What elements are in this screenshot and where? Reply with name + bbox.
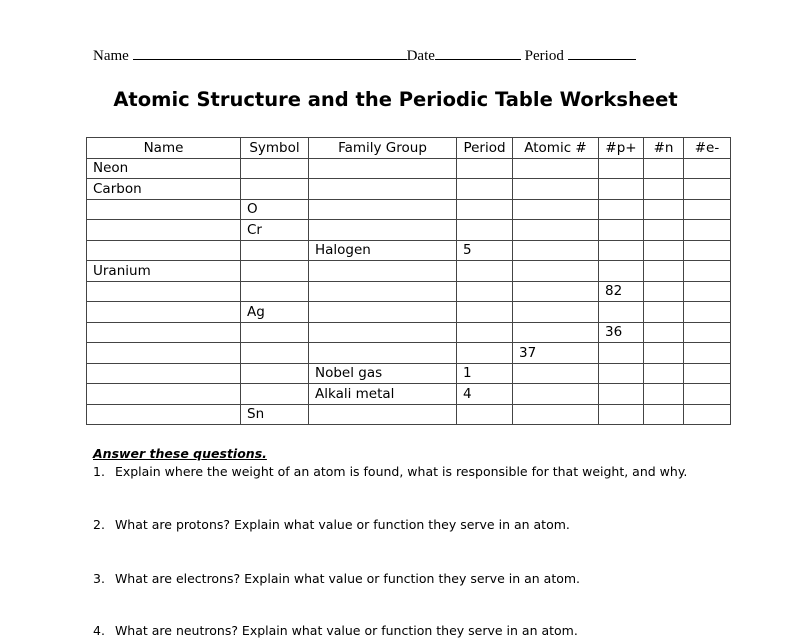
- table-row: [87, 322, 731, 343]
- period-field[interactable]: [568, 45, 636, 60]
- cell-neutrons[interactable]: [644, 158, 684, 179]
- cell-name[interactable]: [87, 199, 241, 220]
- cell-symbol[interactable]: [241, 363, 309, 384]
- question-text: What are protons? Explain what value or function they serve in an atom.: [114, 517, 570, 532]
- cell-electrons[interactable]: [684, 179, 731, 200]
- cell-electrons[interactable]: [684, 404, 731, 425]
- cell-electrons[interactable]: [684, 158, 731, 179]
- cell-family-group[interactable]: Nobel gas: [309, 363, 457, 384]
- cell-symbol[interactable]: [241, 261, 309, 282]
- question-text: What are electrons? Explain what value or function they serve in an atom.: [114, 571, 581, 586]
- cell-electrons[interactable]: [684, 240, 731, 261]
- question-1: [93, 464, 687, 479]
- cell-symbol[interactable]: [241, 322, 309, 343]
- question-number: 3.: [93, 571, 105, 586]
- col-header-family-group: Family Group: [309, 138, 457, 159]
- cell-neutrons[interactable]: [644, 240, 684, 261]
- answer-heading: Answer these questions.: [93, 446, 267, 461]
- cell-family-group[interactable]: [309, 179, 457, 200]
- cell-family-group[interactable]: Halogen: [309, 240, 457, 261]
- cell-symbol[interactable]: Ag: [241, 302, 309, 323]
- cell-neutrons[interactable]: [644, 261, 684, 282]
- cell-symbol[interactable]: [241, 384, 309, 405]
- table-row: [87, 158, 731, 179]
- col-header-symbol: Symbol: [241, 138, 309, 159]
- question-number: 1.: [93, 464, 105, 479]
- cell-name[interactable]: [87, 343, 241, 364]
- cell-atomic-number[interactable]: [513, 240, 599, 261]
- cell-atomic-number[interactable]: [513, 404, 599, 425]
- cell-atomic-number[interactable]: [513, 363, 599, 384]
- worksheet-title: Atomic Structure and the Periodic Table Worksheet: [113, 88, 678, 111]
- cell-period[interactable]: [457, 179, 513, 200]
- cell-name[interactable]: [87, 363, 241, 384]
- name-label: Name: [93, 48, 129, 64]
- cell-symbol[interactable]: O: [241, 199, 309, 220]
- table-body: [87, 158, 731, 425]
- cell-protons[interactable]: [599, 343, 644, 364]
- question-text: What are neutrons? Explain what value or function they serve in an atom.: [114, 623, 578, 638]
- cell-neutrons[interactable]: [644, 384, 684, 405]
- col-header-period: Period: [457, 138, 513, 159]
- student-info-line: [93, 45, 636, 65]
- table-row: [87, 179, 731, 200]
- cell-name[interactable]: Uranium: [87, 261, 241, 282]
- cell-name[interactable]: Neon: [87, 158, 241, 179]
- cell-neutrons[interactable]: [644, 281, 684, 302]
- cell-neutrons[interactable]: [644, 404, 684, 425]
- cell-atomic-number[interactable]: [513, 158, 599, 179]
- table-row: [87, 220, 731, 241]
- table-row: [87, 261, 731, 282]
- cell-atomic-number[interactable]: [513, 302, 599, 323]
- cell-atomic-number[interactable]: [513, 220, 599, 241]
- col-header-electrons: #e-: [684, 138, 731, 159]
- table-row: [87, 343, 731, 364]
- cell-atomic-number[interactable]: 37: [513, 343, 599, 364]
- cell-protons[interactable]: [599, 404, 644, 425]
- period-label: Period: [524, 48, 564, 64]
- cell-period[interactable]: 4: [457, 384, 513, 405]
- cell-atomic-number[interactable]: [513, 281, 599, 302]
- cell-neutrons[interactable]: [644, 179, 684, 200]
- cell-name[interactable]: [87, 220, 241, 241]
- cell-family-group[interactable]: [309, 158, 457, 179]
- col-header-atomic-number: Atomic #: [513, 138, 599, 159]
- cell-protons[interactable]: [599, 158, 644, 179]
- cell-electrons[interactable]: [684, 363, 731, 384]
- cell-protons[interactable]: [599, 261, 644, 282]
- cell-electrons[interactable]: [684, 302, 731, 323]
- cell-period[interactable]: [457, 220, 513, 241]
- name-field[interactable]: [133, 45, 407, 60]
- cell-neutrons[interactable]: [644, 220, 684, 241]
- col-header-name: Name: [87, 138, 241, 159]
- cell-electrons[interactable]: [684, 281, 731, 302]
- cell-period[interactable]: [457, 281, 513, 302]
- col-header-protons: #p+: [599, 138, 644, 159]
- table-row: [87, 404, 731, 425]
- cell-protons[interactable]: [599, 220, 644, 241]
- date-label: Date: [406, 48, 435, 64]
- cell-neutrons[interactable]: [644, 322, 684, 343]
- cell-family-group[interactable]: [309, 199, 457, 220]
- col-header-neutrons: #n: [644, 138, 684, 159]
- cell-protons[interactable]: [599, 363, 644, 384]
- cell-symbol[interactable]: Sn: [241, 404, 309, 425]
- question-2: [93, 517, 570, 532]
- question-number: 2.: [93, 517, 105, 532]
- cell-name[interactable]: [87, 302, 241, 323]
- cell-symbol[interactable]: [241, 343, 309, 364]
- cell-family-group[interactable]: [309, 281, 457, 302]
- question-text: Explain where the weight of an atom is found, what is responsible for that weight, and why.: [114, 464, 688, 479]
- cell-neutrons[interactable]: [644, 363, 684, 384]
- cell-name[interactable]: [87, 240, 241, 261]
- cell-period[interactable]: 5: [457, 240, 513, 261]
- cell-symbol[interactable]: [241, 179, 309, 200]
- cell-symbol[interactable]: Cr: [241, 220, 309, 241]
- cell-name[interactable]: [87, 281, 241, 302]
- cell-symbol[interactable]: [241, 240, 309, 261]
- cell-period[interactable]: [457, 302, 513, 323]
- cell-electrons[interactable]: [684, 220, 731, 241]
- cell-protons[interactable]: 36: [599, 322, 644, 343]
- cell-neutrons[interactable]: [644, 302, 684, 323]
- cell-atomic-number[interactable]: [513, 199, 599, 220]
- cell-protons[interactable]: [599, 384, 644, 405]
- element-table: [86, 137, 731, 425]
- cell-protons[interactable]: 82: [599, 281, 644, 302]
- cell-atomic-number[interactable]: [513, 261, 599, 282]
- table-row: [87, 302, 731, 323]
- cell-period[interactable]: [457, 404, 513, 425]
- cell-atomic-number[interactable]: [513, 384, 599, 405]
- cell-electrons[interactable]: [684, 322, 731, 343]
- cell-family-group[interactable]: Alkali metal: [309, 384, 457, 405]
- cell-name[interactable]: Carbon: [87, 179, 241, 200]
- cell-name[interactable]: [87, 404, 241, 425]
- date-field[interactable]: [435, 45, 521, 60]
- cell-atomic-number[interactable]: [513, 179, 599, 200]
- cell-family-group[interactable]: [309, 322, 457, 343]
- cell-neutrons[interactable]: [644, 199, 684, 220]
- cell-electrons[interactable]: [684, 261, 731, 282]
- cell-period[interactable]: [457, 158, 513, 179]
- table-header-row: [87, 138, 731, 159]
- question-4: [93, 623, 578, 638]
- cell-protons[interactable]: [599, 240, 644, 261]
- table-row: [87, 199, 731, 220]
- cell-name[interactable]: [87, 322, 241, 343]
- cell-symbol[interactable]: [241, 158, 309, 179]
- cell-family-group[interactable]: [309, 343, 457, 364]
- cell-neutrons[interactable]: [644, 343, 684, 364]
- cell-protons[interactable]: [599, 302, 644, 323]
- cell-family-group[interactable]: [309, 220, 457, 241]
- cell-family-group[interactable]: [309, 404, 457, 425]
- cell-electrons[interactable]: [684, 384, 731, 405]
- table-row: [87, 384, 731, 405]
- cell-protons[interactable]: [599, 199, 644, 220]
- cell-period[interactable]: 1: [457, 363, 513, 384]
- cell-period[interactable]: [457, 261, 513, 282]
- cell-symbol[interactable]: [241, 281, 309, 302]
- cell-family-group[interactable]: [309, 261, 457, 282]
- cell-period[interactable]: [457, 322, 513, 343]
- cell-period[interactable]: [457, 199, 513, 220]
- table-row: [87, 363, 731, 384]
- cell-period[interactable]: [457, 343, 513, 364]
- table-row: [87, 281, 731, 302]
- cell-protons[interactable]: [599, 179, 644, 200]
- cell-electrons[interactable]: [684, 199, 731, 220]
- question-number: 4.: [93, 623, 105, 638]
- table-row: [87, 240, 731, 261]
- cell-atomic-number[interactable]: [513, 322, 599, 343]
- cell-electrons[interactable]: [684, 343, 731, 364]
- question-3: [93, 571, 580, 586]
- cell-name[interactable]: [87, 384, 241, 405]
- cell-family-group[interactable]: [309, 302, 457, 323]
